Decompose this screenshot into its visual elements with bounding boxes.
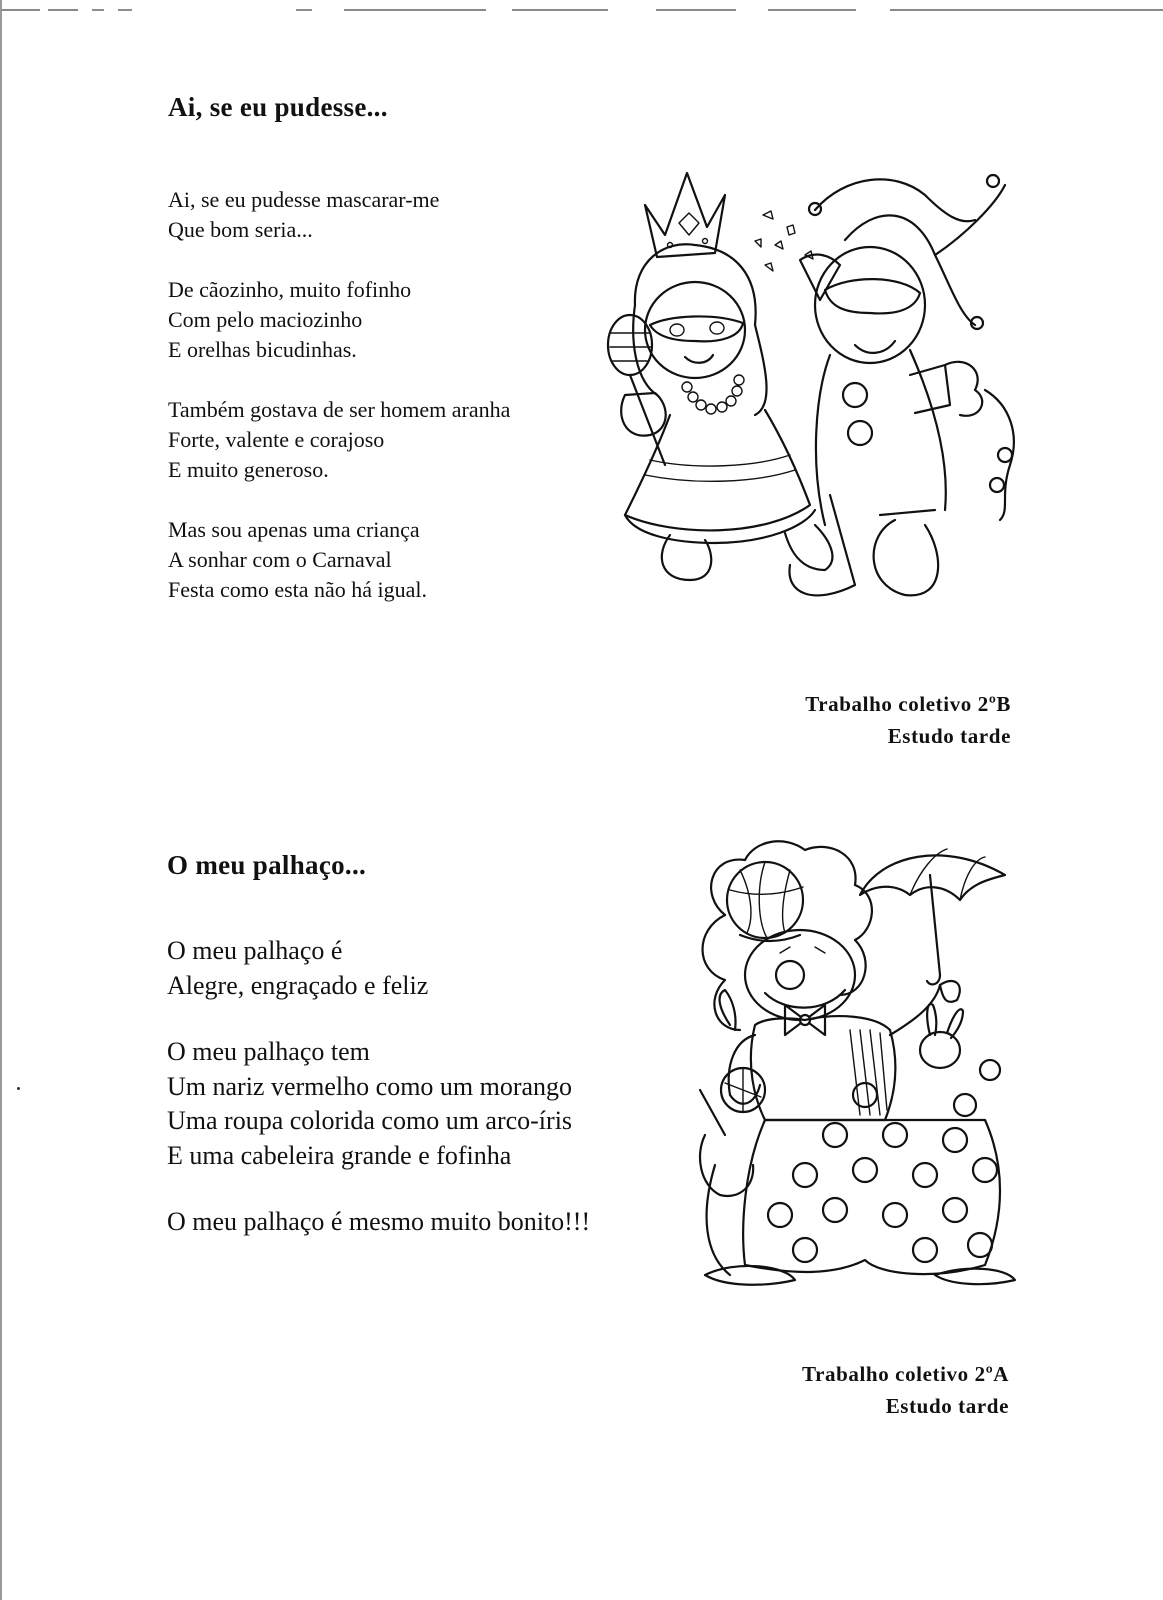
poem-line: O meu palhaço é mesmo muito bonito!!! — [167, 1207, 591, 1236]
poem-title: O meu palhaço... — [167, 850, 367, 880]
poem-line: O meu palhaço é — [167, 936, 343, 965]
poem-line: Também gostava de ser homem aranha — [168, 397, 511, 422]
stanza — [167, 1205, 590, 1240]
poem-line: Um nariz vermelho como um morango — [167, 1071, 573, 1101]
poem-line: Festa como esta não há igual. — [168, 577, 428, 602]
credit-session: Estudo tarde — [885, 1394, 1009, 1418]
poem-line: Uma roupa colorida como um arco-íris — [167, 1106, 573, 1135]
poem-line: E uma cabeleira grande e fofinha — [167, 1140, 512, 1170]
clown-with-umbrella-illustration — [685, 835, 1035, 1295]
poem-line: Mas sou apenas uma criança — [168, 517, 420, 542]
stanza — [167, 1035, 590, 1173]
poem-line: E orelhas bicudinhas. — [168, 337, 357, 362]
poem-body — [168, 185, 510, 605]
poem-line: Forte, valente e corajoso — [168, 427, 385, 452]
scan-top-rule — [0, 0, 1163, 24]
stanza — [168, 395, 510, 485]
credit-class: Trabalho coletivo 2ºB — [805, 692, 1011, 716]
stanza — [168, 185, 510, 245]
poem-line: E muito generoso. — [168, 457, 329, 482]
poem-line: O meu palhaço tem — [167, 1037, 370, 1066]
stanza — [167, 934, 590, 1003]
credit-session: Estudo tarde — [887, 724, 1011, 748]
carnival-children-illustration — [615, 165, 1035, 615]
poem-line: A sonhar com o Carnaval — [168, 547, 392, 572]
credit-block — [802, 1358, 1009, 1422]
poem-title: Ai, se eu pudesse... — [168, 92, 388, 122]
poem-body — [167, 934, 590, 1240]
credit-class: Trabalho coletivo 2ºA — [802, 1362, 1009, 1386]
poem-line: Ai, se eu pudesse mascarar-me — [168, 187, 440, 212]
poem-line: De cãozinho, muito fofinho — [168, 277, 412, 302]
poem-line: Com pelo maciozinho — [168, 307, 363, 332]
scan-speck — [17, 1087, 20, 1090]
poem-line: Que bom seria... — [168, 217, 313, 242]
credit-block — [805, 688, 1011, 752]
stanza — [168, 515, 510, 605]
poem-line: Alegre, engraçado e feliz — [167, 970, 429, 1000]
stanza — [168, 275, 510, 365]
scan-left-edge — [0, 0, 2, 1600]
